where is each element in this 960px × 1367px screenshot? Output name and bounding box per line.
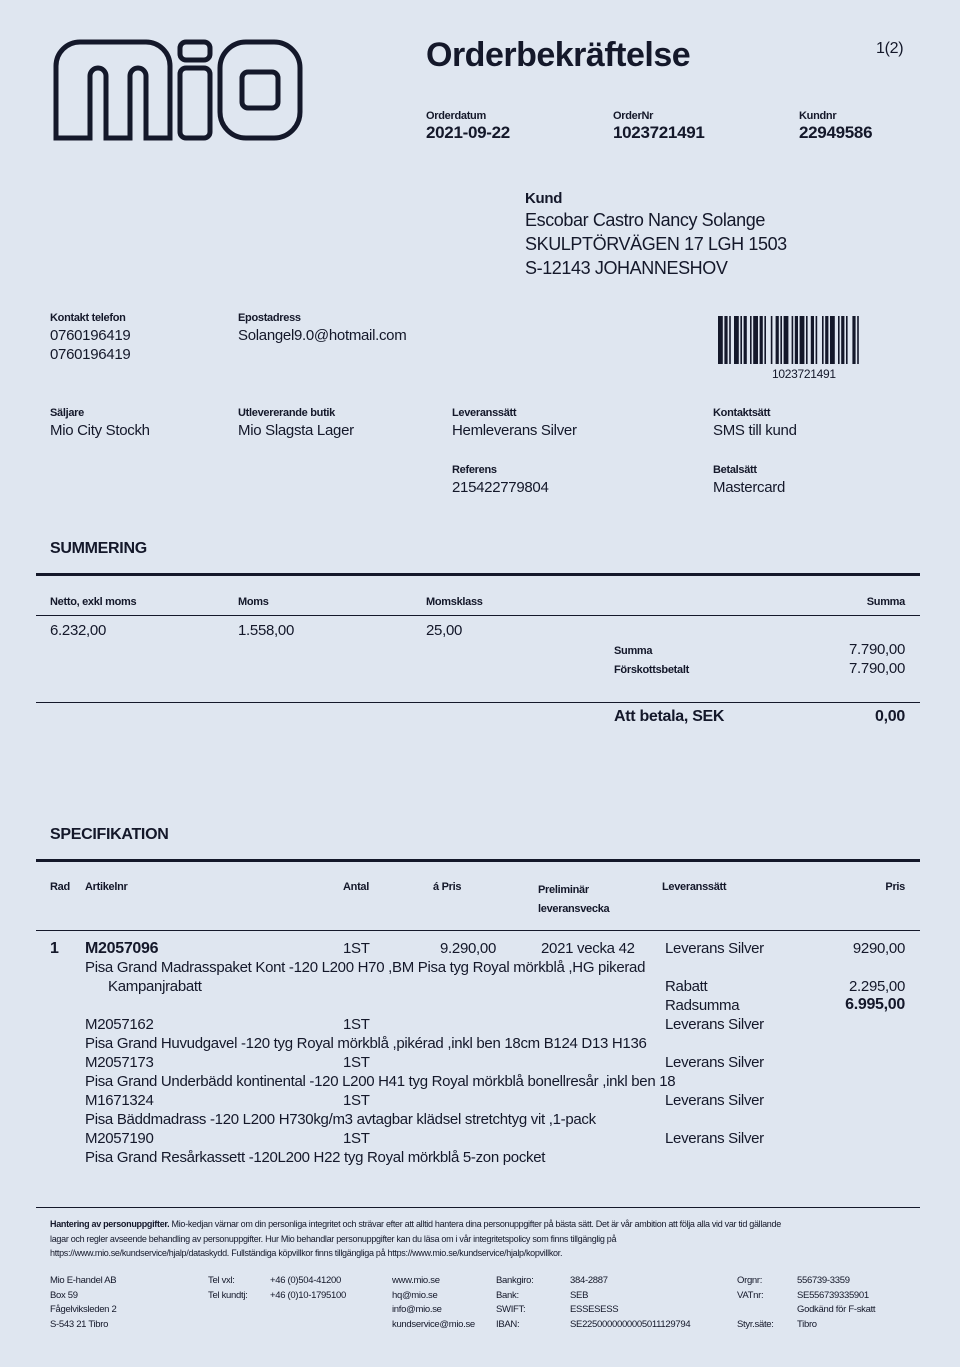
leveranssatt-label: Leveranssätt [452, 407, 517, 419]
footer-tel-labels [208, 1274, 247, 1303]
gdpr-line-3: https://www.mio.se/kundservice/hjalp/dataskydd. Fullständiga köpvillkor finns tillgängliga på https://www.mio.se/kundservice/hjalp/kopvillkor. [50, 1248, 563, 1258]
info-email[interactable]: info@mio.se [392, 1304, 442, 1315]
mio-logo [50, 28, 306, 146]
sub-desc: Pisa Bäddmadrass -120 L200 H730kg/m3 avtagbar klädsel stretchtyg vit ,1-pack [85, 1111, 596, 1128]
row-apris: 9.290,00 [440, 940, 496, 957]
vatnr-label: VATnr: [737, 1289, 764, 1301]
sub-leverans: Leverans Silver [665, 1130, 764, 1147]
row-antal: 1ST [343, 940, 370, 957]
leveranssatt-value: Hemleverans Silver [452, 422, 577, 439]
col-apris: á Pris [433, 881, 462, 893]
bankgiro-value: 384-2887 [570, 1275, 608, 1286]
sub-leverans: Leverans Silver [665, 1092, 764, 1109]
row-rad: 1 [50, 940, 59, 957]
sub-artikelnr: M2057162 [85, 1016, 154, 1033]
bank-label: Bank: [496, 1289, 519, 1301]
tel-kundtj-label: Tel kundtj: [208, 1289, 248, 1301]
summering-heading: SUMMERING [50, 540, 147, 557]
orgnr-value: 556739-3359 [797, 1275, 850, 1286]
footer-web [392, 1274, 475, 1332]
orderdatum-value: 2021-09-22 [426, 123, 510, 142]
styrsate-value: Tibro [797, 1318, 817, 1330]
col-antal: Antal [343, 881, 370, 893]
col-leveranssatt: Leveranssätt [662, 881, 727, 893]
row-desc: Pisa Grand Madrasspaket Kont -120 L200 H70 ,BM Pisa tyg Royal mörkblå ,HG pikerad [85, 959, 646, 976]
sub-antal: 1ST [343, 1016, 370, 1033]
vatnr-value: SE556739335901 [797, 1289, 869, 1301]
ordernr-value: 1023721491 [613, 123, 705, 142]
web-link[interactable]: www.mio.se [392, 1275, 440, 1286]
footer-bank-labels [496, 1274, 533, 1332]
company-street: Fågelviksleden 2 [50, 1304, 117, 1315]
tel-vxl-value: +46 (0)504-41200 [270, 1275, 341, 1286]
sub-artikelnr: M1671324 [85, 1092, 154, 1109]
row-vecka: 2021 vecka 42 [541, 940, 635, 957]
orgnr-label: Orgnr: [737, 1275, 763, 1286]
saljare-label: Säljare [50, 407, 84, 419]
barcode [718, 316, 898, 364]
kundnr-label: Kundnr [799, 110, 837, 122]
betalsatt-label: Betalsätt [713, 464, 757, 476]
referens-value: 215422779804 [452, 479, 549, 496]
summering-header-rule [36, 615, 920, 616]
momsklass-value: 25,00 [426, 622, 463, 639]
email-label: Epostadress [238, 312, 301, 324]
row-kampanj: Kampanjrabatt [108, 978, 202, 995]
row-rabatt-label: Rabatt [665, 978, 708, 995]
forskott-label: Förskottsbetalt [614, 664, 689, 676]
tel-kundtj-value: +46 (0)10-1795100 [270, 1289, 346, 1301]
footer-company [50, 1274, 117, 1332]
col-moms: Moms [238, 596, 269, 608]
row-radsumma-label: Radsumma [665, 997, 740, 1014]
sub-leverans: Leverans Silver [665, 1054, 764, 1071]
col-rad: Rad [50, 881, 70, 893]
tel-vxl-label: Tel vxl: [208, 1275, 235, 1286]
fskatt-value: Godkänd för F-skatt [797, 1304, 876, 1315]
kund-block [525, 190, 787, 279]
row-leverans: Leverans Silver [665, 940, 764, 957]
sub-artikelnr: M2057173 [85, 1054, 154, 1071]
kontaktsatt-value: SMS till kund [713, 422, 797, 439]
row-pris: 9290,00 [852, 940, 905, 957]
page-title: Orderbekräftelse [426, 36, 691, 74]
footer-org-values [797, 1274, 875, 1332]
orderdatum-label: Orderdatum [426, 110, 486, 122]
summering-top-rule [36, 573, 920, 576]
email-value: Solangel9.0@hotmail.com [238, 327, 407, 344]
kund-address: SKULPTÖRVÄGEN 17 LGH 1503 [525, 234, 787, 254]
forskott-value: 7.790,00 [849, 660, 905, 677]
col-prelim-line1: Preliminär [538, 884, 589, 896]
company-city: S-543 21 Tibro [50, 1318, 109, 1330]
footer-bank-values [570, 1274, 690, 1332]
org-spacer [737, 1303, 774, 1318]
hq-email[interactable]: hq@mio.se [392, 1289, 438, 1301]
sub-desc: Pisa Grand Resårkassett -120L200 H22 tyg Royal mörkblå 5-zon pocket [85, 1149, 546, 1166]
sub-antal: 1ST [343, 1130, 370, 1147]
barcode-number: 1023721491 [772, 367, 836, 381]
gdpr-notice [50, 1217, 910, 1261]
kund-label: Kund [525, 190, 563, 207]
betalsatt-value: Mastercard [713, 479, 786, 496]
summa-value: 7.790,00 [849, 641, 905, 658]
butik-value: Mio Slagsta Lager [238, 422, 354, 439]
phone-label: Kontakt telefon [50, 312, 126, 324]
sub-artikelnr: M2057190 [85, 1130, 154, 1147]
row-artikelnr: M2057096 [85, 940, 159, 957]
page-number: 1(2) [876, 40, 904, 57]
col-netto: Netto, exkl moms [50, 596, 137, 608]
iban-label: IBAN: [496, 1318, 520, 1330]
row-radsumma-value: 6.995,00 [845, 996, 905, 1013]
sub-desc: Pisa Grand Huvudgavel -120 tyg Royal mörkblå ,pikérad ,inkl ben 18cm B124 D13 H136 [85, 1035, 647, 1052]
col-prelim [538, 881, 609, 919]
butik-label: Utlevererande butik [238, 407, 336, 419]
summa-label: Summa [614, 645, 653, 657]
company-box: Box 59 [50, 1289, 78, 1301]
barcode-bars [718, 316, 898, 364]
iban-value: SE2250000000005011129794 [570, 1318, 691, 1330]
col-prelim-line2: leveransvecka [538, 903, 610, 915]
swift-label: SWIFT: [496, 1304, 526, 1315]
sub-desc: Pisa Grand Underbädd kontinental -120 L200 H41 tyg Royal mörkblå bonellresår ,inkl ben 18 [85, 1073, 676, 1090]
col-pris: Pris [885, 881, 905, 893]
footer-rule [36, 1207, 920, 1208]
gdpr-line-1: Mio-kedjan värnar om din personliga integritet och strävar efter att alltid hantera dina personuppgifter på bästa sätt. Det är vår ambition att följa alla vid var tid gällande [171, 1219, 781, 1229]
company-name: Mio E-handel AB [50, 1275, 117, 1286]
bank-value: SEB [570, 1289, 589, 1301]
phone-1: 0760196419 [50, 327, 131, 344]
styrsate-label: Styr.säte: [737, 1318, 774, 1330]
gdpr-bold: Hantering av personuppgifter. [50, 1219, 170, 1229]
sub-antal: 1ST [343, 1092, 370, 1109]
netto-value: 6.232,00 [50, 622, 106, 639]
sub-leverans: Leverans Silver [665, 1016, 764, 1033]
moms-value: 1.558,00 [238, 622, 294, 639]
kund-city: S-12143 JOHANNESHOV [525, 258, 728, 278]
col-summa: Summa [866, 596, 905, 608]
referens-label: Referens [452, 464, 497, 476]
kundnr-value: 22949586 [799, 123, 873, 142]
ordernr-label: OrderNr [613, 110, 654, 122]
row-rabatt-value: 2.295,00 [849, 978, 905, 995]
phone-2: 0760196419 [50, 346, 131, 363]
footer-tel-values [270, 1274, 346, 1303]
att-betala-value: 0,00 [875, 708, 905, 725]
kundservice-email[interactable]: kundservice@mio.se [392, 1318, 475, 1330]
sub-antal: 1ST [343, 1054, 370, 1071]
gdpr-line-2: lagar och regler avseende behandling av personuppgifter. Hur Mio behandlar personuppgifter kan du läsa om i vår integritetspolicy som finns tillgänglig på [50, 1233, 617, 1244]
att-betala-label: Att betala, SEK [614, 708, 725, 725]
col-momsklass: Momsklass [426, 596, 483, 608]
summering-bottom-rule [36, 702, 920, 703]
kund-name: Escobar Castro Nancy Solange [525, 210, 765, 230]
saljare-value: Mio City Stockh [50, 422, 150, 439]
swift-value: ESSESESS [570, 1304, 619, 1315]
col-artikelnr: Artikelnr [85, 881, 128, 893]
spec-header-rule [36, 930, 920, 931]
kontaktsatt-label: Kontaktsätt [713, 407, 771, 419]
spec-top-rule [36, 859, 920, 862]
footer-org-labels [737, 1274, 774, 1332]
bankgiro-label: Bankgiro: [496, 1275, 534, 1286]
specifikation-heading: SPECIFIKATION [50, 826, 169, 843]
